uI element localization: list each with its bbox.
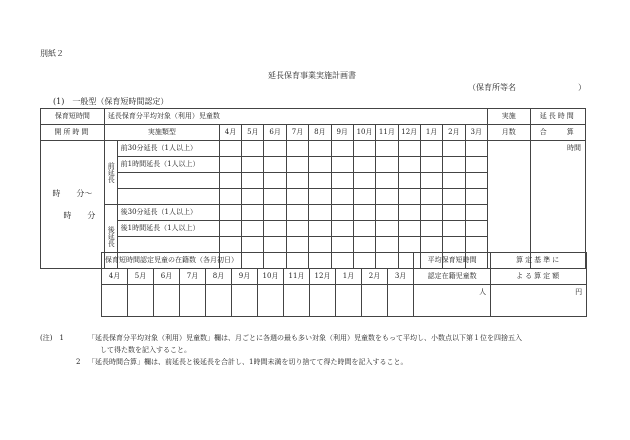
row-type-label: 前1時間延長（1人以上） [117, 157, 219, 173]
count-cell[interactable] [286, 237, 308, 253]
count-cell[interactable] [443, 205, 465, 221]
row-type-label [117, 189, 219, 205]
facility-label: （保育所等名 [468, 83, 516, 92]
header-open-hours-top: 保育短時間 [41, 109, 105, 125]
count-cell[interactable] [376, 237, 398, 253]
count-cell[interactable] [264, 173, 286, 189]
enrollment-cell[interactable] [336, 285, 362, 317]
count-cell[interactable] [264, 157, 286, 173]
count-cell[interactable] [443, 189, 465, 205]
count-cell[interactable] [353, 141, 375, 157]
row-type-label: 後1時間延長（1人以上） [117, 221, 219, 237]
count-cell[interactable] [264, 221, 286, 237]
count-cell[interactable] [420, 141, 442, 157]
count-cell[interactable] [242, 221, 264, 237]
note-2-text: 「延長時間合算」欄は、前延長と後延長を合計し、1時間未満を切り捨てて得た時間を記入すること。 [88, 358, 408, 366]
count-cell[interactable] [309, 157, 331, 173]
count-cell[interactable] [443, 173, 465, 189]
count-cell[interactable] [264, 237, 286, 253]
count-cell[interactable] [353, 189, 375, 205]
hours-unit: 時間 [567, 144, 581, 152]
count-cell[interactable] [309, 173, 331, 189]
count-cell[interactable] [353, 173, 375, 189]
count-cell[interactable] [286, 141, 308, 157]
count-cell[interactable] [309, 141, 331, 157]
count-cell[interactable] [331, 221, 353, 237]
count-cell[interactable] [420, 205, 442, 221]
row-type-label [117, 237, 219, 253]
count-cell[interactable] [398, 157, 420, 173]
count-cell[interactable] [309, 221, 331, 237]
count-cell[interactable] [465, 157, 487, 173]
month-header: 5月 [242, 125, 264, 141]
month-header: 11月 [284, 269, 310, 285]
count-cell[interactable] [376, 189, 398, 205]
count-cell[interactable] [420, 173, 442, 189]
header-open-hours-bottom: 開所時間 [41, 125, 105, 141]
row-type-label: 後30分延長（1人以上） [117, 205, 219, 221]
count-cell[interactable] [242, 189, 264, 205]
appendix-label: 別紙２ [40, 49, 64, 58]
section-heading: (1) 一般型（保育短時間認定） [53, 97, 169, 106]
month-header: 6月 [264, 125, 286, 141]
months-count-cell[interactable] [487, 141, 530, 269]
calc-amount-cell[interactable] [491, 285, 587, 317]
count-cell[interactable] [465, 221, 487, 237]
count-cell[interactable] [286, 221, 308, 237]
header-type: 実施類型 [104, 125, 219, 141]
header-child-count: 延長保育分平均対象（利用）児童数 [104, 109, 487, 125]
count-cell[interactable] [353, 157, 375, 173]
month-header: 12月 [398, 125, 420, 141]
count-cell[interactable] [420, 221, 442, 237]
count-cell[interactable] [376, 157, 398, 173]
count-cell[interactable] [219, 173, 241, 189]
facility-close: ） [578, 83, 586, 92]
count-cell[interactable] [331, 189, 353, 205]
count-cell[interactable] [219, 237, 241, 253]
count-cell[interactable] [465, 189, 487, 205]
enrollment-cell[interactable] [128, 285, 154, 317]
month-header: 3月 [465, 125, 487, 141]
calc-header-top: 算定基準に [491, 253, 587, 269]
month-header: 11月 [376, 125, 398, 141]
enrollment-header: 保育短時間認定児童の在籍数（各月初日） [102, 253, 414, 269]
month-header: 8月 [206, 269, 232, 285]
open-time-cell[interactable] [41, 141, 105, 269]
count-cell[interactable] [331, 237, 353, 253]
count-cell[interactable] [242, 205, 264, 221]
note-2-mark: 2 [76, 358, 81, 366]
enrollment-cell[interactable] [388, 285, 414, 317]
count-cell[interactable] [353, 221, 375, 237]
enrollment-cell[interactable] [206, 285, 232, 317]
month-header: 7月 [180, 269, 206, 285]
count-cell[interactable] [353, 205, 375, 221]
count-cell[interactable] [286, 205, 308, 221]
enrollment-table [101, 252, 587, 317]
count-cell[interactable] [376, 141, 398, 157]
count-cell[interactable] [309, 189, 331, 205]
count-cell[interactable] [331, 205, 353, 221]
count-cell[interactable] [242, 141, 264, 157]
month-header: 1月 [420, 125, 442, 141]
page-title: 延長保育事業実施計画書 [268, 71, 356, 80]
count-cell[interactable] [242, 173, 264, 189]
month-header: 5月 [128, 269, 154, 285]
enrollment-cell[interactable] [284, 285, 310, 317]
note-1-mark: (注) 1 [40, 334, 64, 342]
count-cell[interactable] [376, 205, 398, 221]
count-cell[interactable] [398, 141, 420, 157]
count-cell[interactable] [264, 189, 286, 205]
count-cell[interactable] [242, 157, 264, 173]
month-header: 12月 [310, 269, 336, 285]
month-header: 2月 [443, 125, 465, 141]
count-cell[interactable] [264, 141, 286, 157]
count-cell[interactable] [309, 205, 331, 221]
count-cell[interactable] [286, 189, 308, 205]
month-header: 9月 [331, 125, 353, 141]
open-time-end: 時 分 [63, 210, 96, 220]
count-cell[interactable] [465, 173, 487, 189]
count-cell[interactable] [376, 221, 398, 237]
month-header: 10月 [258, 269, 284, 285]
avg-header-bottom: 認定在籍児童数 [414, 269, 491, 285]
calc-unit: 円 [575, 288, 583, 296]
header-hours-top: 延長時間 [530, 109, 585, 125]
calc-header-bottom: よる算定額 [491, 269, 587, 285]
note-1-continuation: して得た数を記入すること。 [100, 346, 191, 354]
row-type-label [117, 173, 219, 189]
count-cell[interactable] [219, 157, 241, 173]
count-cell[interactable] [264, 205, 286, 221]
count-cell[interactable] [420, 189, 442, 205]
enrollment-cell[interactable] [232, 285, 258, 317]
month-header: 2月 [362, 269, 388, 285]
group-post-label: 後延長 [104, 205, 117, 269]
count-cell[interactable] [331, 141, 353, 157]
count-cell[interactable] [331, 173, 353, 189]
month-header: 1月 [336, 269, 362, 285]
month-header: 4月 [219, 125, 241, 141]
enrollment-cell[interactable] [362, 285, 388, 317]
month-header: 10月 [353, 125, 375, 141]
count-cell[interactable] [286, 173, 308, 189]
count-cell[interactable] [331, 157, 353, 173]
count-cell[interactable] [398, 221, 420, 237]
month-header: 7月 [286, 125, 308, 141]
count-cell[interactable] [398, 189, 420, 205]
row-type-label: 前30分延長（1人以上） [117, 141, 219, 157]
month-header: 6月 [154, 269, 180, 285]
count-cell[interactable] [376, 173, 398, 189]
count-cell[interactable] [286, 157, 308, 173]
count-cell[interactable] [443, 157, 465, 173]
avg-header-top: 平均保育短時間 [414, 253, 491, 269]
enrollment-cell[interactable] [258, 285, 284, 317]
count-cell[interactable] [465, 205, 487, 221]
enrollment-cell[interactable] [310, 285, 336, 317]
note-1-text: 「延長保育分平均対象（利用）児童数」欄は、月ごとに各週の最も多い対象（利用）児童数をもって平均し、小数点以下第１位を四捨五入 [88, 334, 522, 342]
month-header: 4月 [102, 269, 128, 285]
group-pre-label: 前延長 [104, 141, 117, 205]
month-header: 9月 [232, 269, 258, 285]
count-cell[interactable] [398, 205, 420, 221]
count-cell[interactable] [420, 157, 442, 173]
month-header: 8月 [309, 125, 331, 141]
avg-count-cell[interactable] [414, 285, 491, 317]
count-cell[interactable] [398, 173, 420, 189]
count-cell[interactable] [465, 237, 487, 253]
count-cell[interactable] [219, 205, 241, 221]
count-cell[interactable] [309, 237, 331, 253]
header-months-top: 実施 [487, 109, 530, 125]
count-cell[interactable] [420, 237, 442, 253]
open-time-start: 時 分～ [52, 188, 93, 198]
hours-total-cell[interactable] [530, 141, 585, 269]
count-cell[interactable] [219, 141, 241, 157]
count-cell[interactable] [465, 141, 487, 157]
count-cell[interactable] [398, 237, 420, 253]
enrollment-cell[interactable] [154, 285, 180, 317]
plan-table [40, 108, 586, 269]
count-cell[interactable] [219, 221, 241, 237]
count-cell[interactable] [219, 189, 241, 205]
header-hours-bottom: 合 算 [530, 125, 585, 141]
enrollment-cell[interactable] [102, 285, 128, 317]
avg-unit: 人 [479, 288, 487, 296]
month-header: 3月 [388, 269, 414, 285]
count-cell[interactable] [353, 237, 375, 253]
enrollment-cell[interactable] [180, 285, 206, 317]
count-cell[interactable] [443, 237, 465, 253]
count-cell[interactable] [242, 237, 264, 253]
count-cell[interactable] [443, 141, 465, 157]
header-months-bottom: 月数 [487, 125, 530, 141]
count-cell[interactable] [443, 221, 465, 237]
